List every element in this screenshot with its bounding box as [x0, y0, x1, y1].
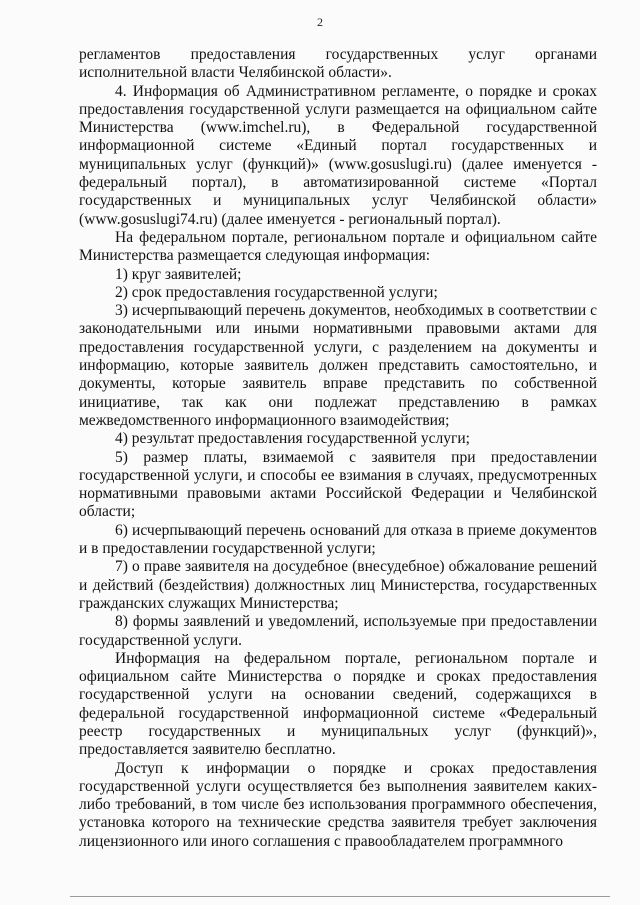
list-item-8: 8) формы заявлений и уведомлений, используемые при предоставлении государственной услуги.	[79, 613, 597, 649]
document-body	[79, 46, 597, 851]
list-item-4: 4) результат предоставления государственной услуги;	[115, 430, 470, 448]
list-item-7: 7) о праве заявителя на досудебное (внесудебное) обжалование решений и действий (бездействия) должностных лиц Министерства, государственных гражданских служащих Министерства;	[79, 558, 597, 612]
list-item-5: 5) размер платы, взимаемой с заявителя при предоставлении государственной услуги, и способы ее взимания в случаях, предусмотренных нормативными правовыми актами Российской Федерации и Челябинской области;	[79, 448, 597, 521]
paragraph-access: Доступ к информации о порядке и сроках предоставления государственной услуги осуществляется без выполнения заявителем каких-либо требований, в том числе без использования программного обеспечения, установка которого на технические средства заявителя требует заключения лицензионного или иного соглашения с правообладателем программного	[79, 759, 597, 850]
list-item-6: 6) исчерпывающий перечень оснований для отказа в приеме документов и в предоставлении государственной услуги;	[79, 521, 597, 558]
paragraph-item-4: 4. Информация об Административном регламенте, о порядке и сроках предоставления государственной услуги размещается на официальном сайте Министерства (www.imchel.ru), в Федеральной государственной информационной системе «Единый портал государственных и муниципальных услуг (функций)» (www.gosuslugi.ru) (далее именуется - федеральный портал), в автоматизированной системе «Портал государственных и муниципальных услуг Челябинской области» (www.gosuslugi74.ru) (далее именуется - региональный портал).	[79, 82, 597, 228]
page-number: 2	[317, 15, 323, 29]
paragraph-continuation: регламентов предоставления государственных услуг органами исполнительной власти Челябинской области».	[79, 46, 597, 82]
list-item-2: 2) срок предоставления государственной услуги;	[115, 283, 438, 301]
list-item-1: 1) круг заявителей;	[115, 265, 242, 283]
list-item-3: 3) исчерпывающий перечень документов, необходимых в соответствии с законодательными или иными нормативными правовыми актами для предоставления государственной услуги, с разделением на документы и информацию, которые заявитель должен представить самостоятельно, и документы, которые заявитель вправе представить по собственной инициативе, так как они подлежат представлению в рамках межведомственного информационного взаимодействия;	[79, 302, 597, 429]
paragraph-free-of-charge: Информация на федеральном портале, региональном портале и официальном сайте Министерства о порядке и сроках предоставления государственной услуги на основании сведений, содержащихся в федеральной государственной информационной системе «Федеральный реестр государственных и муниципальных услуг (функций)», предоставляется заявителю бесплатно.	[79, 649, 597, 759]
footer-rule	[70, 896, 610, 897]
paragraph-portal-info-intro: На федеральном портале, региональном портале и официальном сайте Министерства размещается следующая информация:	[79, 228, 597, 265]
